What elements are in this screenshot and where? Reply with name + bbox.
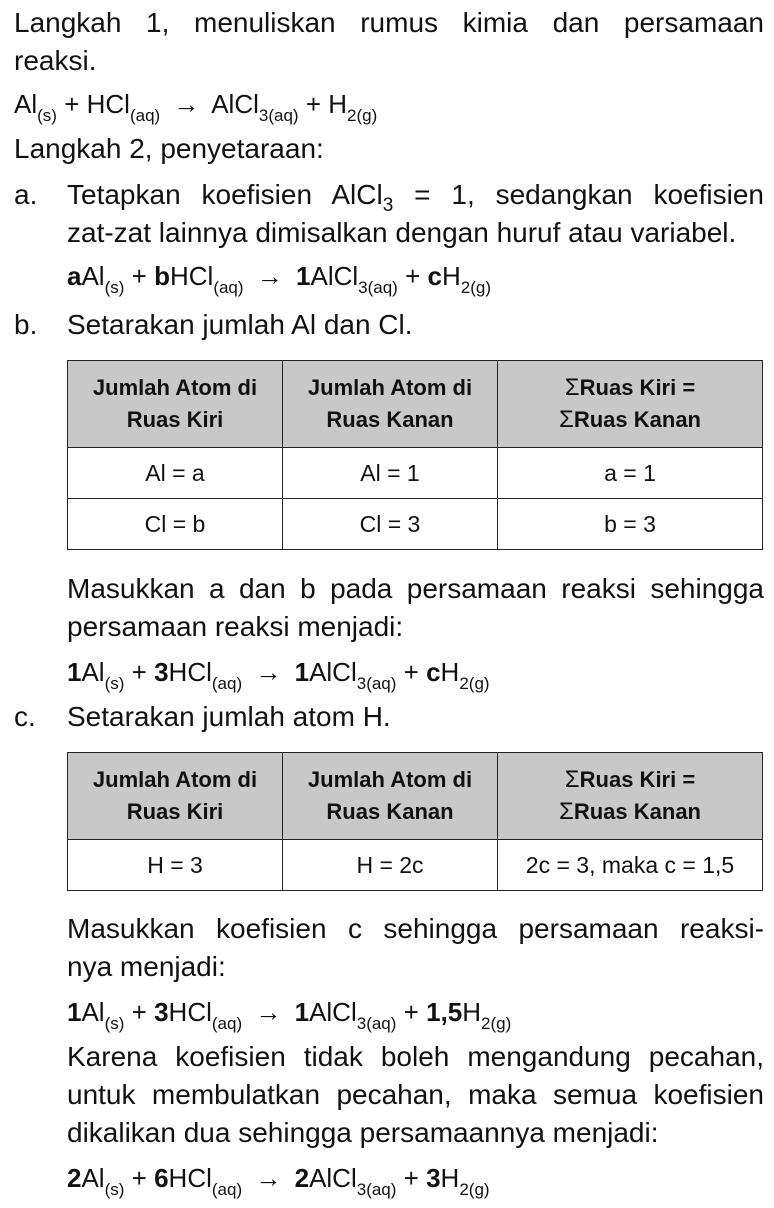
item-c-marker: c.: [14, 701, 36, 732]
header-sum: ΣRuas Kiri = ΣRuas Kanan: [498, 753, 763, 840]
reaction-arrow: →: [173, 89, 200, 119]
step2-heading: Langkah 2, penyetaraan:: [14, 133, 324, 164]
item-a-marker: a.: [14, 179, 38, 210]
item-c-text: Setarakan jumlah atom H.: [67, 701, 391, 732]
table-header-row: [68, 361, 763, 448]
item-c-equation-1: $1Al_{(s)} + 3HCl_{(aq)}$ → 1AlCl$_{3(aq)}$ + $1,5H_{2(g)}$: [67, 997, 512, 1033]
header-left: Jumlah Atom di Ruas Kiri: [68, 361, 283, 448]
reaction-equation-unbalanced: $Al_{(s)} + HCl_{(aq)}$ → AlCl$_{3(aq)}$ + $H_{2(g)}$: [14, 86, 377, 122]
item-b-text: Setarakan jumlah Al dan Cl.: [67, 309, 413, 340]
header-left: Jumlah Atom di Ruas Kiri: [68, 753, 283, 840]
table-al-cl: [67, 360, 763, 550]
item-a-equation: aAl$_{(s)}$ + bHCl$_{(aq)}$ → 1AlCl$_{3(aq)}$ + $cH_{2(g)}$: [67, 261, 491, 297]
header-sum: ΣRuas Kiri = ΣRuas Kanan: [498, 361, 763, 448]
table-h: [67, 752, 763, 891]
item-c: [14, 698, 764, 736]
item-a-line1: Tetapkan koefisien AlCl$_3$ = 1, sedangkan koefisien: [67, 179, 764, 216]
item-b-after: Masukkan a dan b pada persamaan reaksi sehingga persamaan reaksi menjadi: $1Al_{(s)} + 3HCl_{(aq)}$ → 1AlCl$_{3(aq)}$ + $cH_{2(g)}$: [67, 573, 764, 693]
table-row: Cl = b Cl = 3 b = 3: [68, 499, 763, 550]
item-b-equation: $1Al_{(s)} + 3HCl_{(aq)}$ → 1AlCl$_{3(aq)}$ + $cH_{2(g)}$: [67, 657, 490, 693]
item-b: [14, 306, 764, 344]
table-header-row: [68, 753, 763, 840]
item-b-marker: b.: [14, 309, 38, 340]
item-c-after: Masukkan koefisien c sehingga persamaan reaksi- nya menjadi: $1Al_{(s)} + 3HCl_{(aq)}$ → 1AlCl$_{3(aq)}$ + $1,5H_{2(g)}$ Karena koefisien tidak boleh mengandung pecahan, untuk membulatkan pecahan, maka semua koefisien dikalikan dua sehingga persamaannya menjadi: $2Al_{(s)} + 6HCl_{(aq)}$ → 2AlCl$_{3(aq)}$ + $3H_{2(g)}$: [67, 913, 764, 1199]
step1-line2: reaksi.: [14, 45, 97, 76]
item-c-equation-final: $2Al_{(s)} + 6HCl_{(aq)}$ → 2AlCl$_{3(aq)}$ + $3H_{2(g)}$: [67, 1163, 490, 1199]
item-a: [14, 176, 764, 297]
table-row: H = 3 H = 2c 2c = 3, maka c = 1,5: [68, 840, 763, 891]
step1-line1: Langkah 1, menuliskan rumus kimia dan persamaan: [14, 7, 764, 38]
item-a-line2: zat-zat lainnya dimisalkan dengan huruf atau variabel.: [67, 217, 737, 248]
header-right: Jumlah Atom di Ruas Kanan: [283, 753, 498, 840]
header-right: Jumlah Atom di Ruas Kanan: [283, 361, 498, 448]
table-row: Al = a Al = 1 a = 1: [68, 448, 763, 499]
